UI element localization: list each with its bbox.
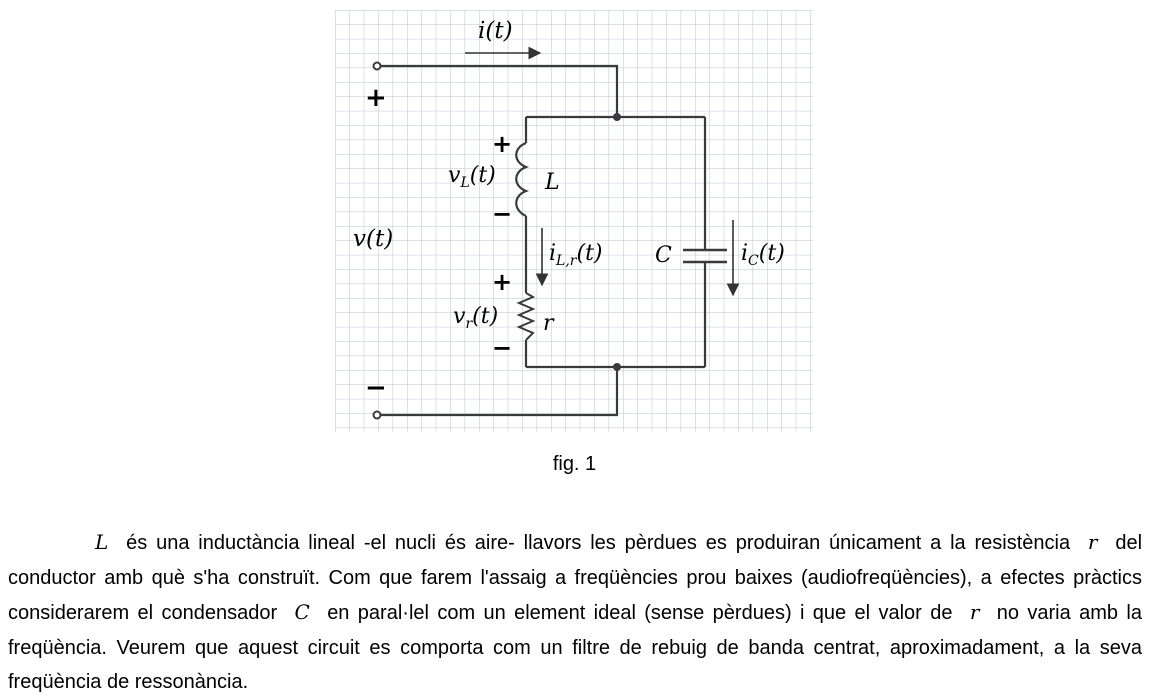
label-minus-r: − [492, 334, 513, 362]
body-paragraph [8, 525, 1142, 700]
symbol-C: C [294, 600, 310, 624]
label-voltage-vL: $v_L(t)$ [448, 163, 496, 191]
label-current-iC: $i_C(t)$ [741, 241, 785, 269]
symbol-L: L [95, 530, 109, 554]
junction-bottom [613, 363, 621, 371]
label-voltage-v: v(t) [353, 226, 394, 252]
label-inductor-L: L [545, 170, 560, 195]
label-capacitor-C: C [655, 243, 672, 268]
symbol-r-2: r [969, 600, 980, 624]
circuit-figure [335, 10, 813, 432]
label-voltage-vr: $v_r(t)$ [453, 304, 499, 332]
figure-caption: fig. 1 [552, 453, 597, 475]
label-plus-source: + [365, 83, 387, 113]
junction-top [613, 113, 621, 121]
label-resistor-r: r [543, 311, 554, 336]
label-plus-L: + [492, 130, 513, 158]
paragraph-segment-2: del conductor amb què s'ha construït. Com que farem l'assaig a freqüències prou baixes (audiofreqüències), a efectes pràctics considerarem el condensador [8, 532, 1143, 624]
paragraph-segment-4: no varia amb la freqüència. Veurem que aquest circuit es comporta com un filtre de rebuig de banda centrat, aproximadament, a la seva freqüència de ressonància. [8, 602, 1142, 693]
label-plus-r: + [492, 268, 513, 296]
paragraph-segment-1: és una inductància lineal -el nucli és aire- llavors les pèrdues es produiran únicament a la resistència [126, 532, 1071, 554]
terminal-top [374, 63, 381, 70]
symbol-r-1: r [1087, 530, 1098, 554]
terminal-bottom [374, 412, 381, 419]
label-current-iLr: $i_{L,r}(t)$ [549, 241, 603, 269]
label-minus-L: − [492, 200, 513, 228]
graph-paper-grid [335, 10, 813, 432]
label-minus-source: − [365, 373, 387, 403]
paragraph-segment-3: en paral·lel com un element ideal (sense pèrdues) i que el valor de [327, 602, 953, 624]
label-current-i: i(t) [478, 18, 513, 44]
